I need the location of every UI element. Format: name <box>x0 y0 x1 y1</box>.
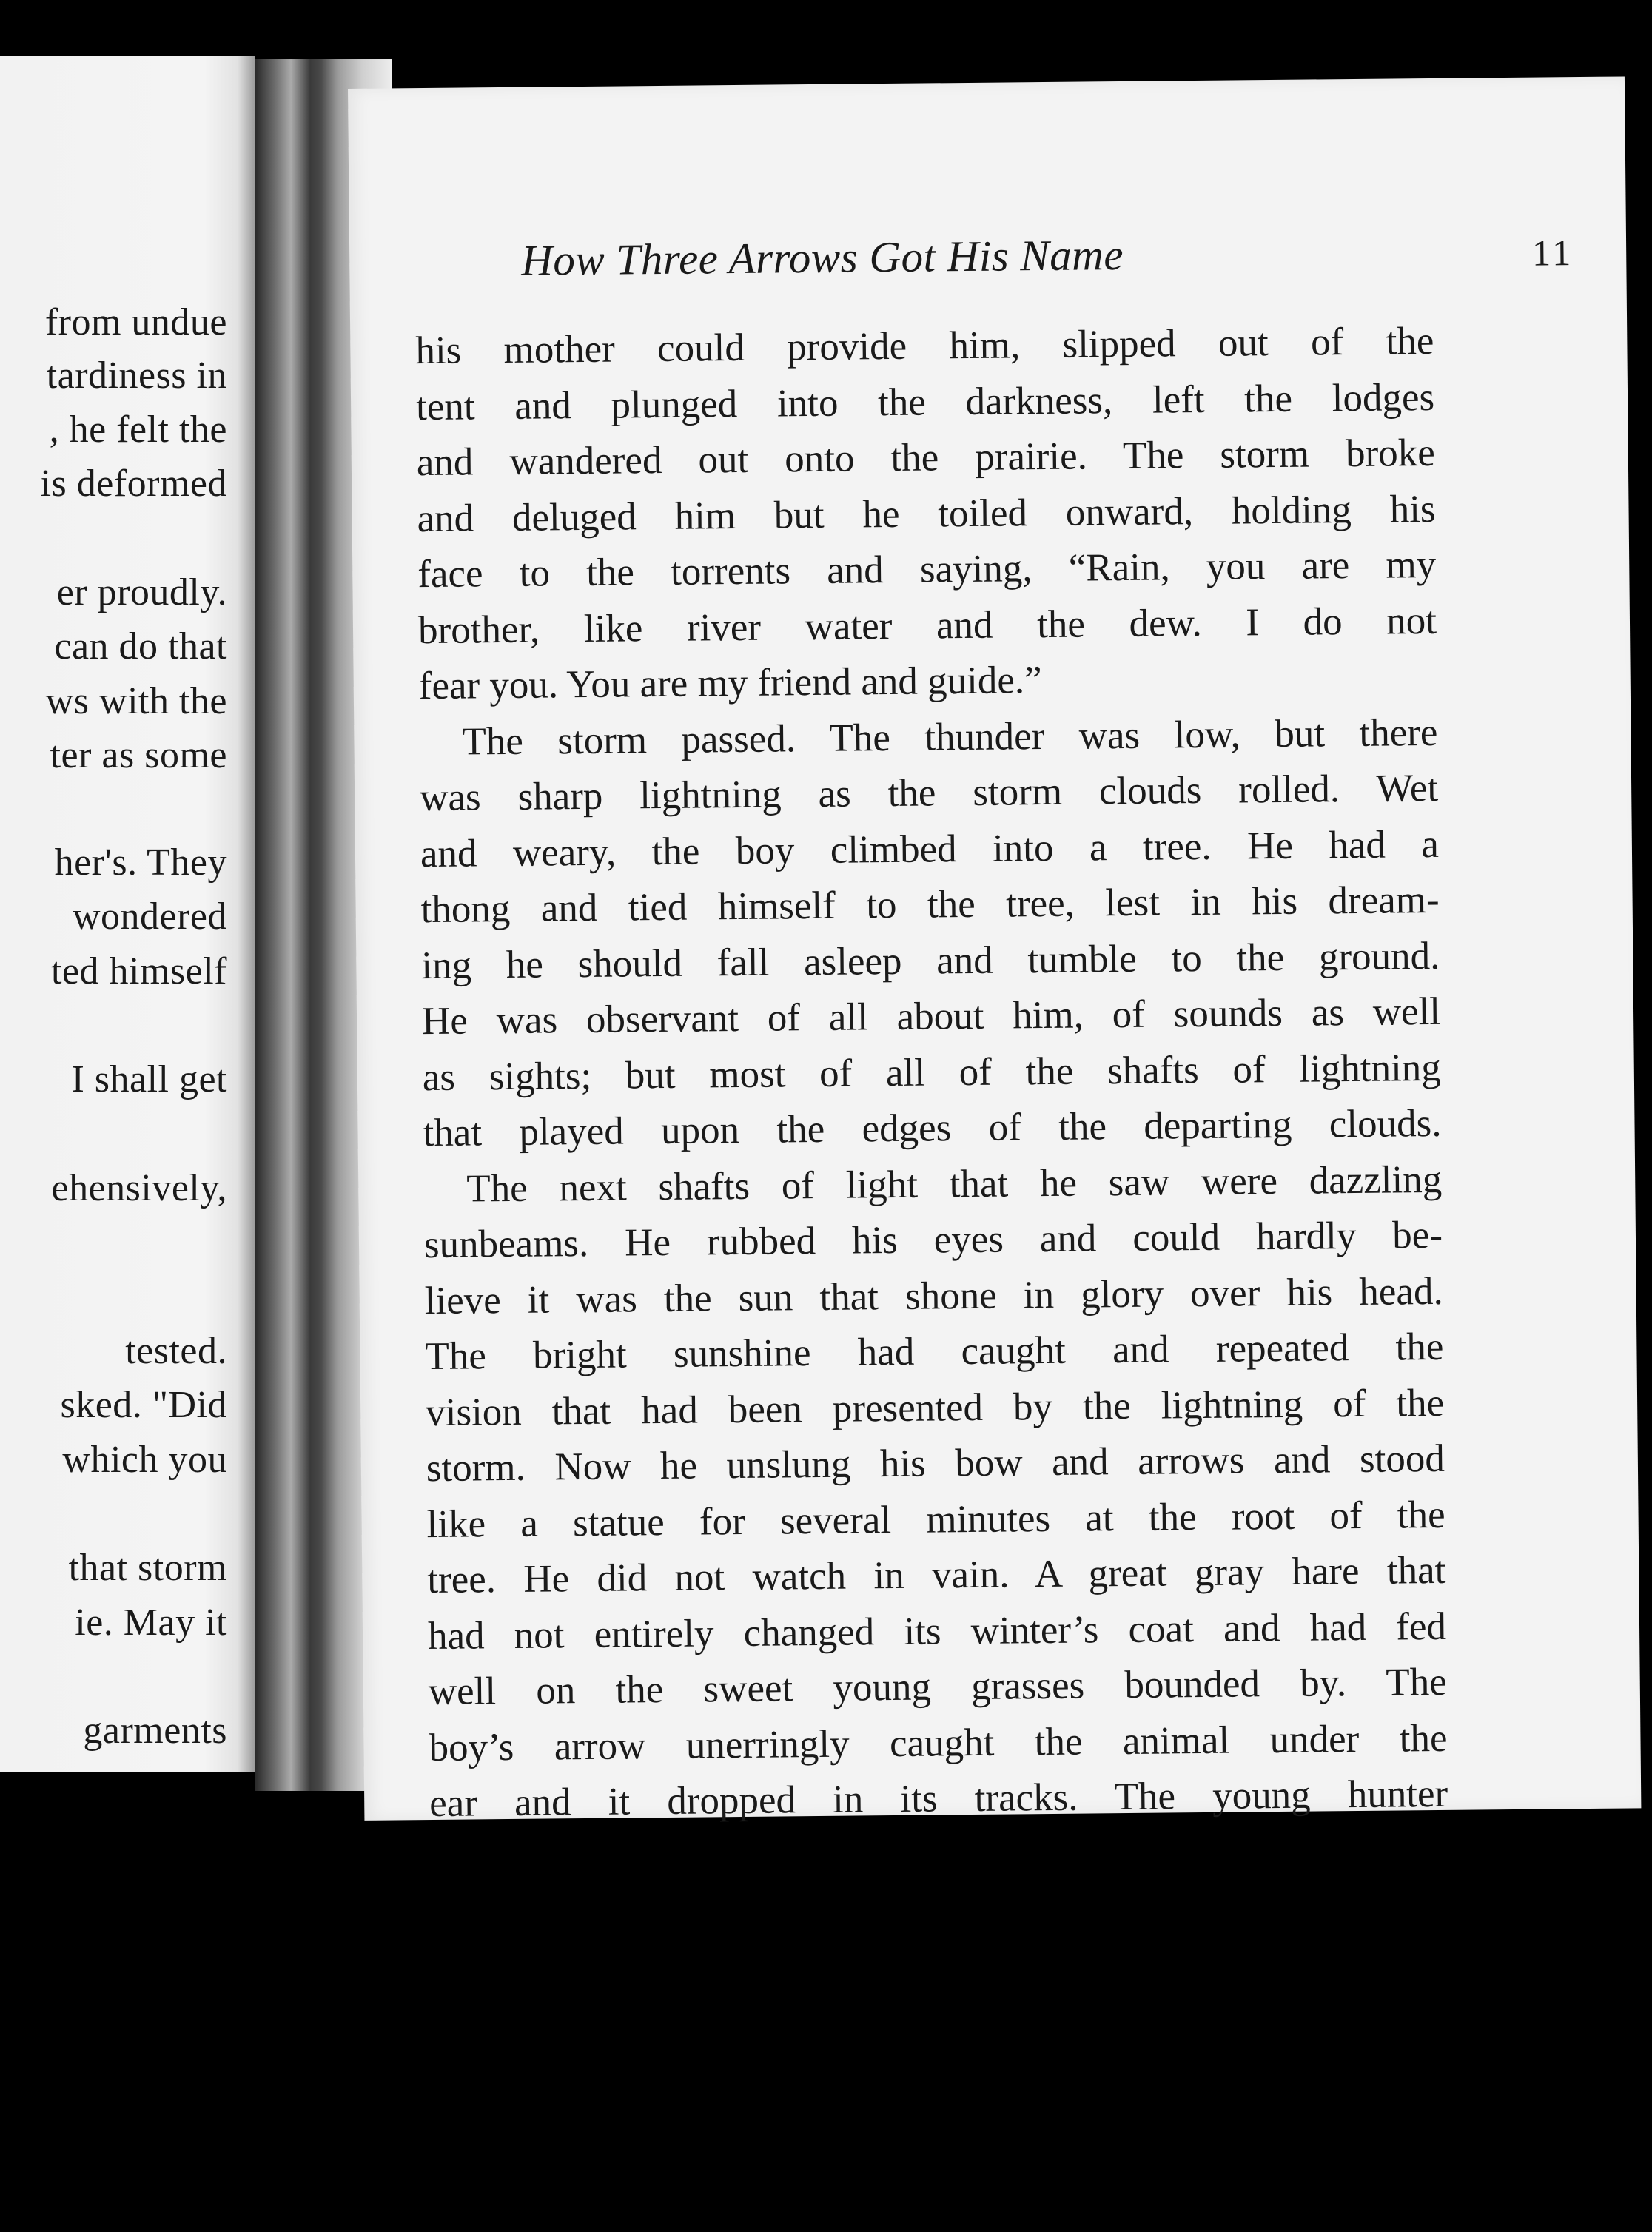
left-page-line: can do that <box>54 625 227 668</box>
left-page-line: er proudly. <box>56 571 227 614</box>
left-page-line: wondered <box>72 895 227 938</box>
running-head-title: How Three Arrows Got His Name <box>520 229 1124 285</box>
text-line: The storm passed. The thunder was low, but there <box>462 710 1438 764</box>
text-line: was sharp lightning as the storm clouds rolled. Wet <box>419 766 1439 820</box>
text-line: like a statue for several minutes at the root of the <box>426 1493 1446 1546</box>
running-head <box>521 225 1574 286</box>
text-line: as sights; but most of all of the shafts of lightning <box>422 1046 1442 1099</box>
text-line: and wandered out onto the prairie. The storm broke <box>416 431 1436 485</box>
left-page-line: that storm <box>68 1547 227 1589</box>
text-line: and deluged him but he toiled onward, holding his <box>417 487 1436 540</box>
left-page-fragment <box>0 56 255 1772</box>
left-page-line: ehensively, <box>51 1167 227 1209</box>
left-page-line: garments <box>83 1710 227 1752</box>
left-page-line: ws with the <box>45 680 227 722</box>
text-line: well on the sweet young grasses bounded by. The <box>428 1660 1448 1714</box>
left-page-line: ted himself <box>50 950 227 992</box>
left-page-line: her's. They <box>54 841 227 884</box>
book-page <box>348 76 1641 1826</box>
text-line: vision that had been presented by the lightning of the <box>425 1381 1445 1434</box>
page-body-text <box>415 314 1448 1832</box>
left-page-line: tested. <box>125 1330 227 1372</box>
left-page-line: , he felt the <box>49 409 227 451</box>
text-line: He was observant of all about him, of sounds as well <box>421 989 1441 1043</box>
text-line: The bright sunshine had caught and repeated the <box>425 1325 1444 1379</box>
left-page-line: ter as some <box>50 734 227 776</box>
text-line: ing he should fall asleep and tumble to the ground. <box>421 934 1440 987</box>
text-line: sunbeams. He rubbed his eyes and could hardly be- <box>423 1213 1443 1267</box>
text-line: The next shafts of light that he saw were dazzling <box>466 1157 1443 1211</box>
left-page-line: from undue <box>44 301 227 343</box>
left-page-line: sked. "Did <box>60 1384 227 1426</box>
page-number: 11 <box>1531 232 1574 274</box>
text-line: brother, like river water and the dew. I do not <box>417 599 1437 652</box>
left-page-line: which you <box>62 1439 227 1481</box>
text-line: thong and tied himself to the tree, lest in his dream- <box>420 878 1440 932</box>
text-line: had not entirely changed its winter’s coat and had fed <box>427 1604 1447 1658</box>
text-line: his mother could provide him, slipped out of the <box>415 319 1434 373</box>
text-line: tree. He did not watch in vain. A great gray hare that <box>427 1548 1446 1602</box>
text-line: that played upon the edges of the departing clouds. <box>423 1101 1442 1155</box>
text-line: lieve it was the sun that shone in glory over his head. <box>424 1269 1443 1322</box>
text-line: tent and plunged into the darkness, left the lodges <box>415 375 1435 428</box>
left-page-line: tardiness in <box>46 354 227 397</box>
left-page-line: I shall get <box>71 1058 227 1100</box>
text-line: and weary, the boy climbed into a tree. He had a <box>420 822 1440 875</box>
left-page-line: is deformed <box>40 463 227 505</box>
text-line: ear and it dropped in its tracks. The young hunter <box>429 1772 1448 1826</box>
text-line: face to the torrents and saying, “Rain, you are my <box>417 542 1437 596</box>
text-line: storm. Now he unslung his bow and arrows and stood <box>426 1436 1446 1490</box>
text-line: fear you. You are my friend and guide.” <box>418 659 1042 708</box>
left-page-line: ie. May it <box>75 1601 227 1644</box>
text-line: boy’s arrow unerringly caught the animal under the <box>429 1716 1448 1769</box>
